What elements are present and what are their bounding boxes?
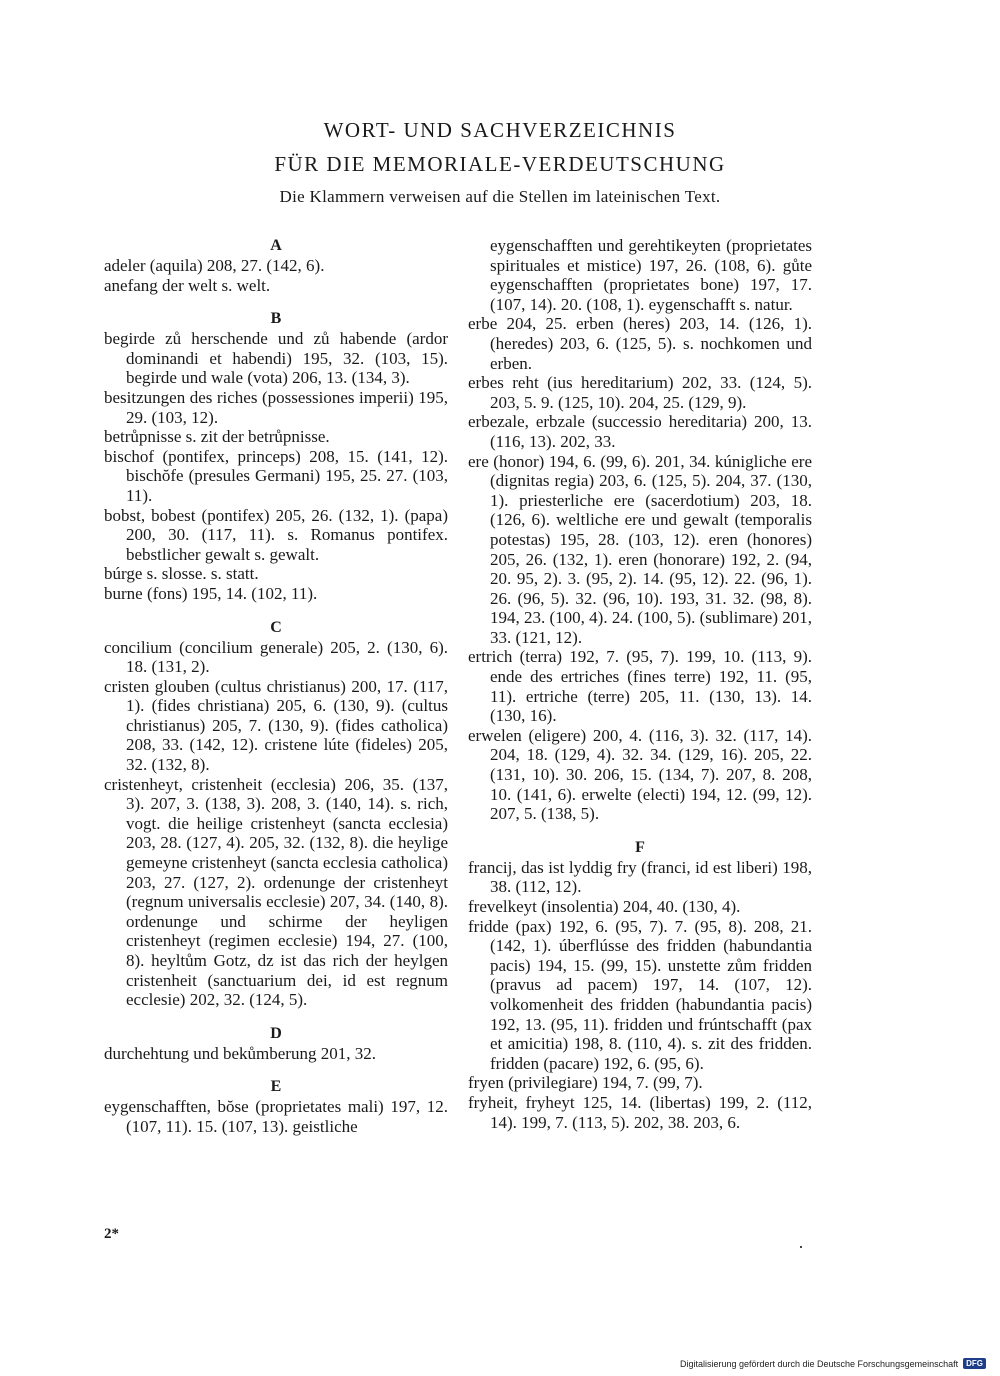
section-gap bbox=[104, 295, 448, 309]
index-entry: betrůpnisse s. zit der betrůpnisse. bbox=[104, 427, 330, 447]
index-entry: erbes reht (ius hereditarium) 202, 33. (124, 5). 203, 5. 9. (125, 10). 204, 25. (129, 9). bbox=[468, 373, 812, 412]
index-column-left bbox=[104, 236, 448, 1137]
section-gap bbox=[468, 824, 812, 838]
index-column-right bbox=[468, 236, 812, 1132]
index-entry: adeler (aquila) 208, 27. (142, 6). bbox=[104, 256, 325, 275]
index-entry: ere (honor) 194, 6. (99, 6). 201, 34. kúnigliche ere (dignitas regia) 203, 6. (125, 5). 204, 37. (130, 1). priesterliche ere (sacerdotium) 203, 18. (126, 6). weltliche ere und gewalt (temporalis potestas) 195, 28. (103, 12). eren (honores) 205, 26. (132, 1). eren (honorare) 192, 2. (94, 20. 95, 2). 3. (95, 2). 14. (95, 12). 22. (96, 1). 26. (96, 5). 32. (96, 10). 193, 31. 32. (98, 8). 194, 23. (100, 4). 24. (100, 5). (sublimare) 201, 33. (121, 12). bbox=[468, 451, 813, 647]
section-letter-heading: C bbox=[270, 618, 282, 636]
section-letter-heading: A bbox=[270, 237, 282, 254]
index-entry: ertrich (terra) 192, 7. (95, 7). 199, 10. (113, 9). ende des ertriches (fines terre) 192, 11. (95, 11). ertriche (terre) 205, 11. (130, 13). 14. (130, 16). bbox=[468, 647, 812, 726]
section-gap bbox=[104, 604, 448, 618]
index-entry: anefang der welt s. welt. bbox=[104, 275, 271, 295]
index-entry: búrge s. slosse. s. statt. bbox=[104, 564, 259, 584]
index-entry: durchehtung und bekůmberung 201, 32. bbox=[104, 1043, 376, 1063]
dfg-logo: DFG bbox=[963, 1358, 986, 1369]
section-gap bbox=[104, 1063, 448, 1077]
page-title-line-1: WORT- UND SACHVERZEICHNIS bbox=[323, 118, 677, 142]
page-number: 2* bbox=[104, 1226, 119, 1242]
index-entry: francij, das ist lyddig fry (franci, id est liberi) 198, 38. (112, 12). bbox=[468, 857, 812, 897]
footer bbox=[680, 1358, 986, 1369]
index-entry: fryen (privilegiare) 194, 7. (99, 7). bbox=[468, 1073, 703, 1093]
index-entry: bischof (pontifex, princeps) 208, 15. (141, 12). bischŏfe (presules Germani) 195, 25. 27. (103, 11). bbox=[104, 446, 448, 505]
index-entry: erwelen (eligere) 200, 4. (116, 3). 32. (117, 14). 204, 18. (129, 4). 32. 34. (129, 16). 205, 22. (131, 10). 30. 206, 15. (134, 7). 207, 8. 208, 10. (141, 6). erwelte (electi) 194, 12. (99, 12). 207, 5. (138, 5). bbox=[468, 725, 812, 824]
index-entry: eygenschafften, bŏse (proprietates mali) 197, 12. (107, 11). 15. (107, 13). geistliche bbox=[104, 1097, 448, 1136]
index-entry: erbezale, erbzale (successio hereditaria) 200, 13. (116, 13). 202, 33. bbox=[468, 412, 812, 451]
index-entry: frevelkeyt (insolentia) 204, 40. (130, 4). bbox=[468, 897, 741, 916]
index-entry: cristen glouben (cultus christianus) 200, 17. (117, 1). (fides christiana) 205, 6. (130, 9). (cultus christianus) 205, 7. (130, 9). (fides catholica) 208, 33. (142, 12). cristene lúte (fideles) 205, 32. (132, 8). bbox=[104, 676, 448, 775]
index-entry: erbe 204, 25. erben (heres) 203, 14. (126, 1). (heredes) 203, 6. (125, 5). s. nochkomen und erben. bbox=[468, 314, 812, 373]
section-letter-heading: F bbox=[635, 838, 645, 856]
speck-mark bbox=[800, 1246, 802, 1248]
index-entry: bobst, bobest (pontifex) 205, 26. (132, 1). (papa) 200, 30. (117, 11). s. Romanus pontifex. bebstlicher gewalt s. gewalt. bbox=[104, 505, 448, 564]
index-entry: besitzungen des riches (possessiones imperii) 195, 29. (103, 12). bbox=[104, 387, 448, 427]
footer-credit-text: Digitalisierung gefördert durch die Deutsche Forschungsgemeinschaft bbox=[679, 1358, 959, 1369]
section-letter-heading: D bbox=[270, 1024, 282, 1042]
index-entry: concilium (concilium generale) 205, 2. (130, 6). 18. (131, 2). bbox=[104, 637, 448, 677]
page-title-line-2: FÜR DIE MEMORIALE-VERDEUTSCHUNG bbox=[274, 152, 726, 176]
index-entry: cristenheyt, cristenheit (ecclesia) 206, 35. (137, 3). 207, 3. (138, 3). 208, 3. (140, 14). s. rich, vogt. die heilige cristenheyt (sancta ecclesia) 203, 28. (127, 4). 205, 32. (132, 8). die heylige gemeyne cristenheyt (sancta ecclesia catholica) 203, 27. (127, 2). ordenunge der cristenheyt (regnum universalis ecclesie) 207, 34. (140, 8). ordenunge und schirme der heyligen cristenheyt (regimen ecclesie) 194, 27. (100, 8). heyltům Gotz, dz ist das rich der heylgen cristenheit (sanctuarium dei, id est regnum ecclesie) 202, 32. (124, 5). bbox=[104, 774, 448, 1010]
index-entry: fryheit, fryheyt 125, 14. (libertas) 199, 2. (112, 14). 199, 7. (113, 5). 202, 38. 203, 6. bbox=[468, 1092, 812, 1132]
index-entry: burne (fons) 195, 14. (102, 11). bbox=[104, 583, 318, 603]
index-entry: fridde (pax) 192, 6. (95, 7). 7. (95, 8). 208, 21. (142, 1). úberflússe des fridden (habundantia pacis) 194, 15. (99, 15). unstette zům fridden (pravus ad pacem) 197, 14. (107, 12). volkomenheit des fridden (habundantia pacis) 192, 13. (95, 11). fridden und frúntschafft (pax et amicitia) 198, 8. (110, 4). s. zit des fridden. fridden (pacare) 192, 6. (95, 6). bbox=[468, 916, 812, 1073]
index-entry: begirde zů herschende und zů habende (ardor dominandi et habendi) 195, 32. (103, 15). begirde und wale (vota) 206, 13. (134, 3). bbox=[104, 329, 448, 388]
section-letter-heading: B bbox=[270, 310, 282, 328]
section-gap bbox=[104, 1010, 448, 1024]
page-subtitle: Die Klammern verweisen auf die Stellen im lateinischen Text. bbox=[279, 187, 721, 206]
section-letter-heading: E bbox=[270, 1078, 282, 1096]
index-entry-continuation: eygenschafften und gerehtikeyten (proprietates spirituales et mistice) 197, 26. (108, 6). gůte eygenschafften (proprietates bone) 197, 17. (107, 14). 20. (108, 1). eygenschafft s. natur. bbox=[490, 236, 812, 314]
